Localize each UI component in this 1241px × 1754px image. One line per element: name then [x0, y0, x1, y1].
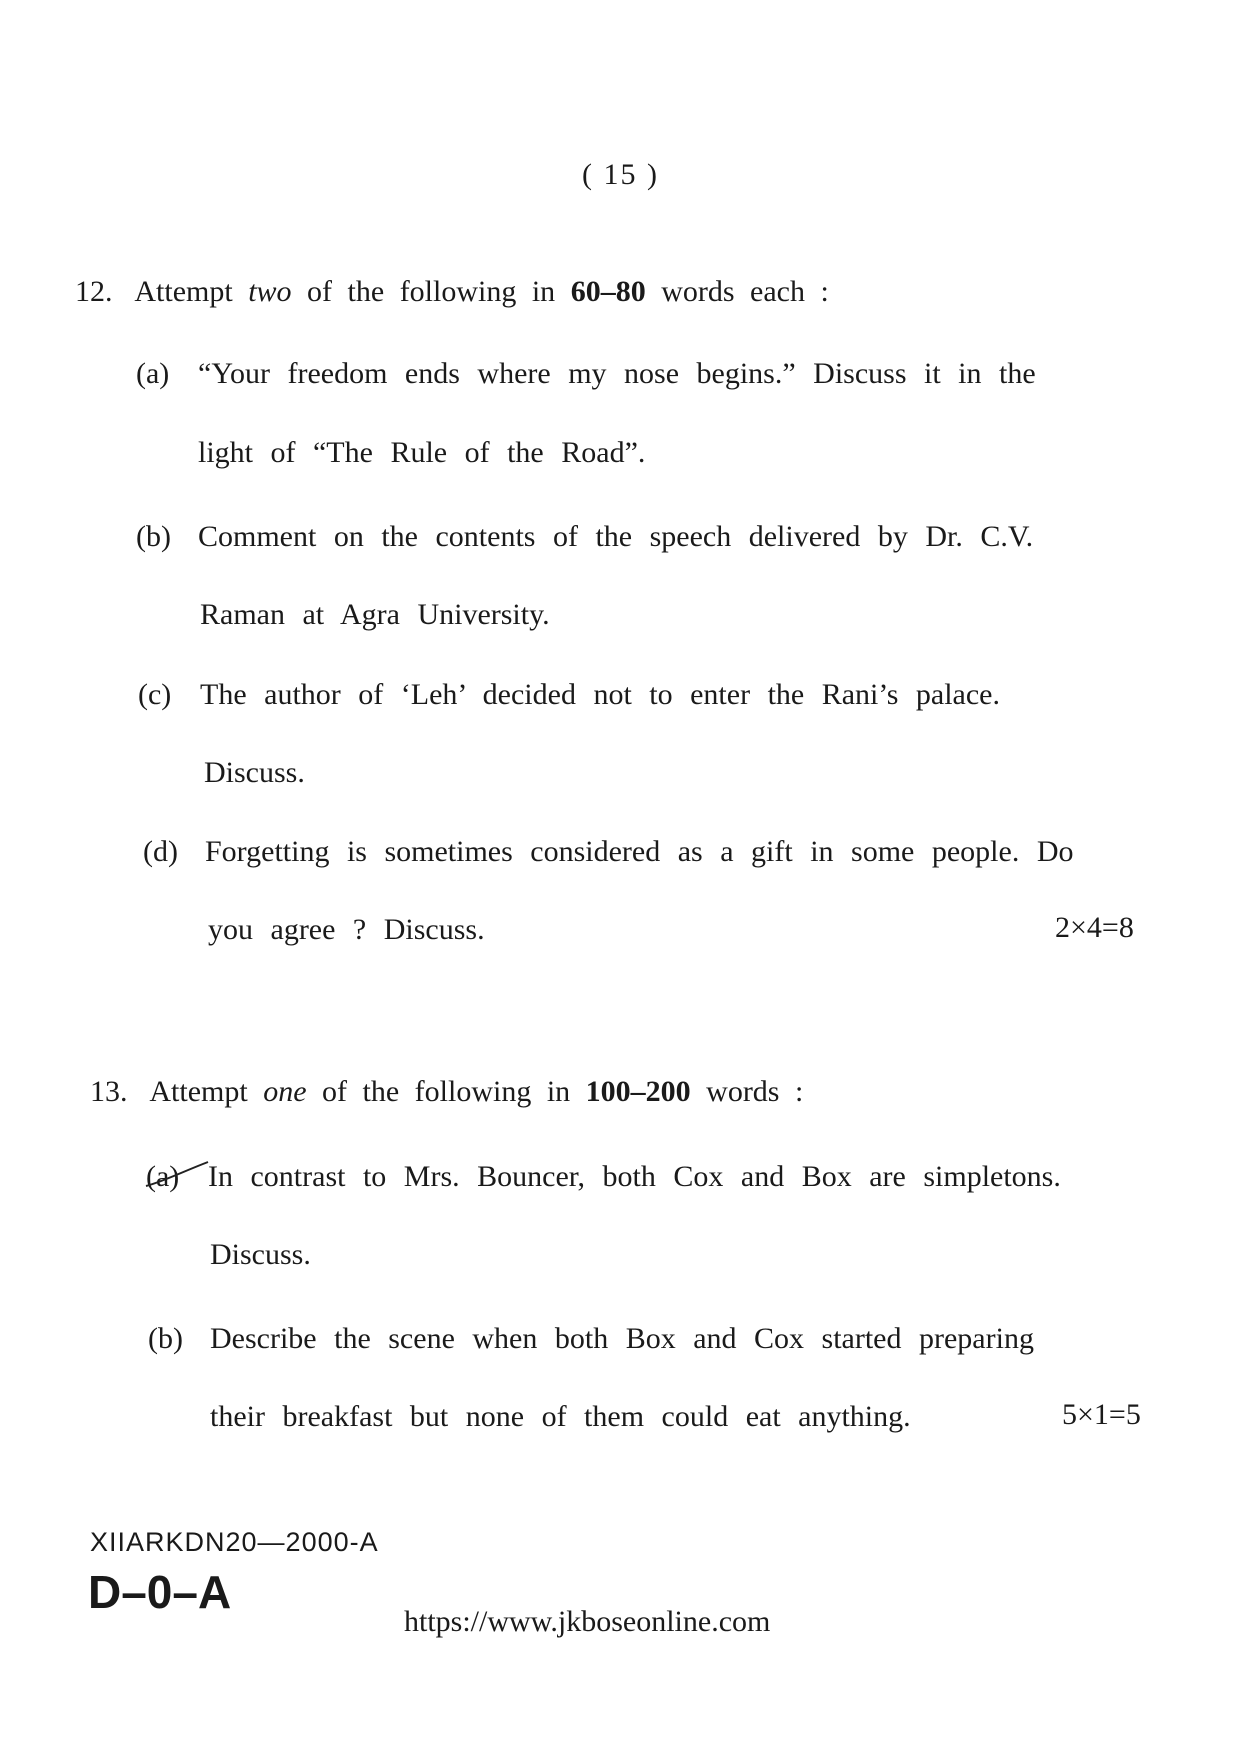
q12-part-c-line1 — [138, 678, 1000, 712]
part-text: The author of ‘Leh’ decided not to enter the Rani’s palace. — [200, 678, 1000, 711]
page-number: ( 15 ) — [582, 158, 659, 191]
part-label: (d) — [143, 835, 178, 868]
part-label: (c) — [138, 678, 172, 711]
part-text: Comment on the contents of the speech delivered by Dr. C.V. — [198, 520, 1034, 553]
q13-marks: 5×1=5 — [1062, 1398, 1141, 1431]
part-label: (b) — [136, 520, 171, 553]
q12-part-d-line1 — [143, 835, 1074, 869]
q12-part-d-line2: you agree ? Discuss. — [208, 913, 485, 946]
part-label: (b) — [148, 1322, 183, 1355]
q12-part-a-line1 — [136, 357, 1036, 391]
part-text: Describe the scene when both Box and Cox started preparing — [210, 1322, 1034, 1355]
part-text: Forgetting is sometimes considered as a gift in some people. Do — [205, 835, 1074, 868]
pen-strike-mark — [142, 1156, 212, 1196]
q12-part-c-line2: Discuss. — [204, 756, 305, 789]
q13-part-a-line2: Discuss. — [210, 1238, 311, 1271]
instruction-suffix: words each : — [661, 275, 829, 308]
instruction-prefix: Attempt — [134, 275, 233, 308]
question-13-heading — [90, 1075, 803, 1109]
instruction-middle: of the following in — [322, 1075, 571, 1108]
part-text: In contrast to Mrs. Bouncer, both Cox and Box are simpletons. — [208, 1160, 1061, 1193]
part-label: (a) — [146, 1160, 180, 1193]
paper-series: D–0–A — [88, 1566, 232, 1618]
question-number: 13. — [90, 1075, 128, 1108]
question-number: 12. — [75, 275, 113, 308]
instruction-prefix: Attempt — [149, 1075, 248, 1108]
paper-code: XIIARKDN20—2000-A — [90, 1527, 379, 1557]
struck-part-label — [146, 1160, 208, 1194]
q13-part-b-line2: their breakfast but none of them could eat anything. — [210, 1400, 911, 1433]
source-url: https://www.jkboseonline.com — [404, 1605, 771, 1638]
part-text: “Your freedom ends where my nose begins.” Discuss it in the — [198, 357, 1036, 390]
q12-marks: 2×4=8 — [1055, 911, 1134, 944]
q13-part-b-line1 — [148, 1322, 1034, 1356]
question-12-heading — [75, 275, 829, 309]
q12-part-a-line2: light of “The Rule of the Road”. — [198, 436, 646, 469]
q12-part-b-line1 — [136, 520, 1033, 554]
instruction-count: one — [263, 1075, 307, 1108]
instruction-suffix: words : — [706, 1075, 804, 1108]
part-label: (a) — [136, 357, 170, 390]
q13-part-a-line1 — [146, 1160, 1061, 1194]
word-range: 60–80 — [570, 275, 646, 308]
word-range: 100–200 — [585, 1075, 691, 1108]
q12-part-b-line2: Raman at Agra University. — [200, 598, 550, 631]
instruction-count: two — [248, 275, 292, 308]
instruction-middle: of the following in — [307, 275, 556, 308]
